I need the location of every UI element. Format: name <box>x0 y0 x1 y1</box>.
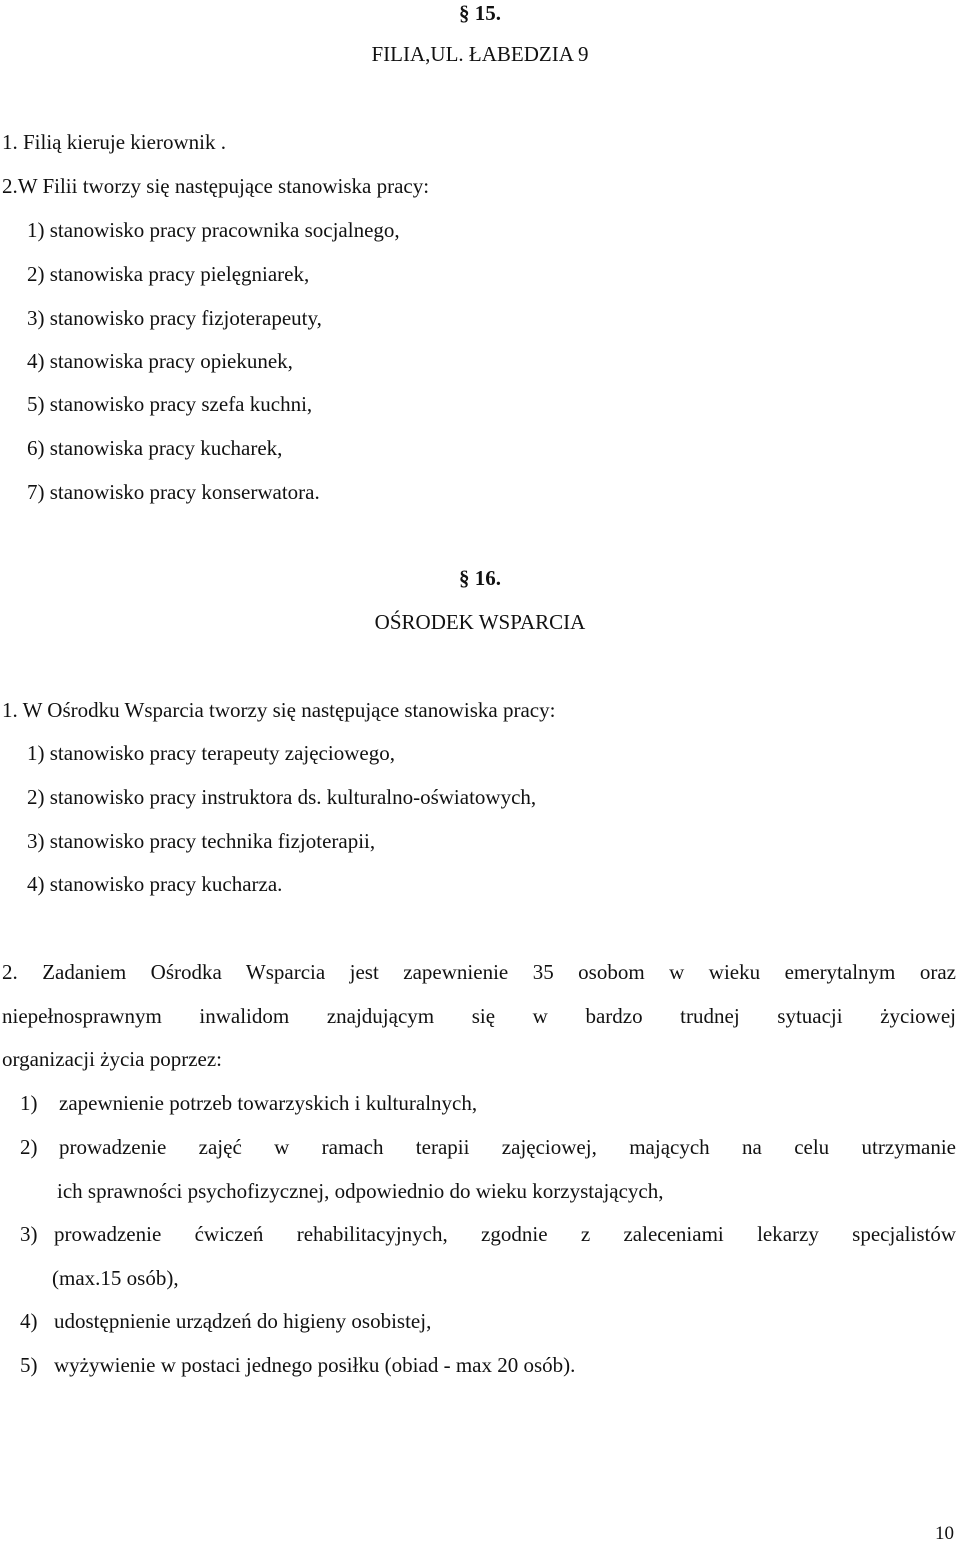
list-item: 3) stanowisko pracy fizjoterapeuty, <box>27 306 322 330</box>
task-number: 1) <box>20 1091 38 1115</box>
section-15-heading: § 15. <box>459 1 501 25</box>
list-item: 2) stanowisko pracy instruktora ds. kulturalno-oświatowych, <box>27 785 537 809</box>
list-item: 6) stanowiska pracy kucharek, <box>27 436 283 460</box>
section-15-paragraph-1: 1. Filią kieruje kierownik . <box>2 130 226 154</box>
list-item: 1) stanowisko pracy terapeuty zajęciowego, <box>27 741 395 765</box>
list-item: 3) stanowisko pracy technika fizjoterapii, <box>27 829 376 853</box>
task-text: zapewnienie potrzeb towarzyskich i kulturalnych, <box>59 1091 478 1115</box>
task-text: ich sprawności psychofizycznej, odpowiednio do wieku korzystających, <box>57 1179 664 1203</box>
paragraph-line: 2. Zadaniem Ośrodka Wsparcia jest zapewnienie 35 osobom w wieku emerytalnym oraz <box>2 960 956 984</box>
list-item: 2) stanowiska pracy pielęgniarek, <box>27 262 310 286</box>
section-16-heading: § 16. <box>459 566 501 590</box>
paragraph-line: organizacji życia poprzez: <box>2 1047 222 1071</box>
list-item: 7) stanowisko pracy konserwatora. <box>27 480 320 504</box>
list-item: 5) stanowisko pracy szefa kuchni, <box>27 392 313 416</box>
task-number: 4) <box>20 1309 38 1333</box>
paragraph-line: niepełnosprawnym inwalidom znajdującym się w bardzo trudnej sytuacji życiowej <box>2 1004 956 1028</box>
list-item: 4) stanowisko pracy kucharza. <box>27 872 283 896</box>
list-item: 4) stanowiska pracy opiekunek, <box>27 349 293 373</box>
section-16-paragraph-1: 1. W Ośrodku Wsparcia tworzy się następujące stanowiska pracy: <box>2 698 556 722</box>
page-number: 10 <box>935 1523 954 1544</box>
section-16-title: OŚRODEK WSPARCIA <box>374 610 586 634</box>
task-text: wyżywienie w postaci jednego posiłku (obiad - max 20 osób). <box>54 1353 576 1377</box>
section-15-paragraph-2: 2.W Filii tworzy się następujące stanowiska pracy: <box>2 174 430 198</box>
list-item: 1) stanowisko pracy pracownika socjalnego, <box>27 218 400 242</box>
task-number: 2) <box>20 1135 38 1159</box>
task-text: (max.15 osób), <box>52 1266 179 1290</box>
task-text: udostępnienie urządzeń do higieny osobistej, <box>54 1309 432 1333</box>
task-number: 3) <box>20 1222 38 1246</box>
section-15-title: FILIA,UL. ŁABEDZIA 9 <box>371 42 589 66</box>
task-text: prowadzenie ćwiczeń rehabilitacyjnych, zgodnie z zaleceniami lekarzy specjalistów <box>54 1222 956 1246</box>
task-text: prowadzenie zajęć w ramach terapii zajęciowej, mających na celu utrzymanie <box>59 1135 956 1159</box>
task-number: 5) <box>20 1353 38 1377</box>
